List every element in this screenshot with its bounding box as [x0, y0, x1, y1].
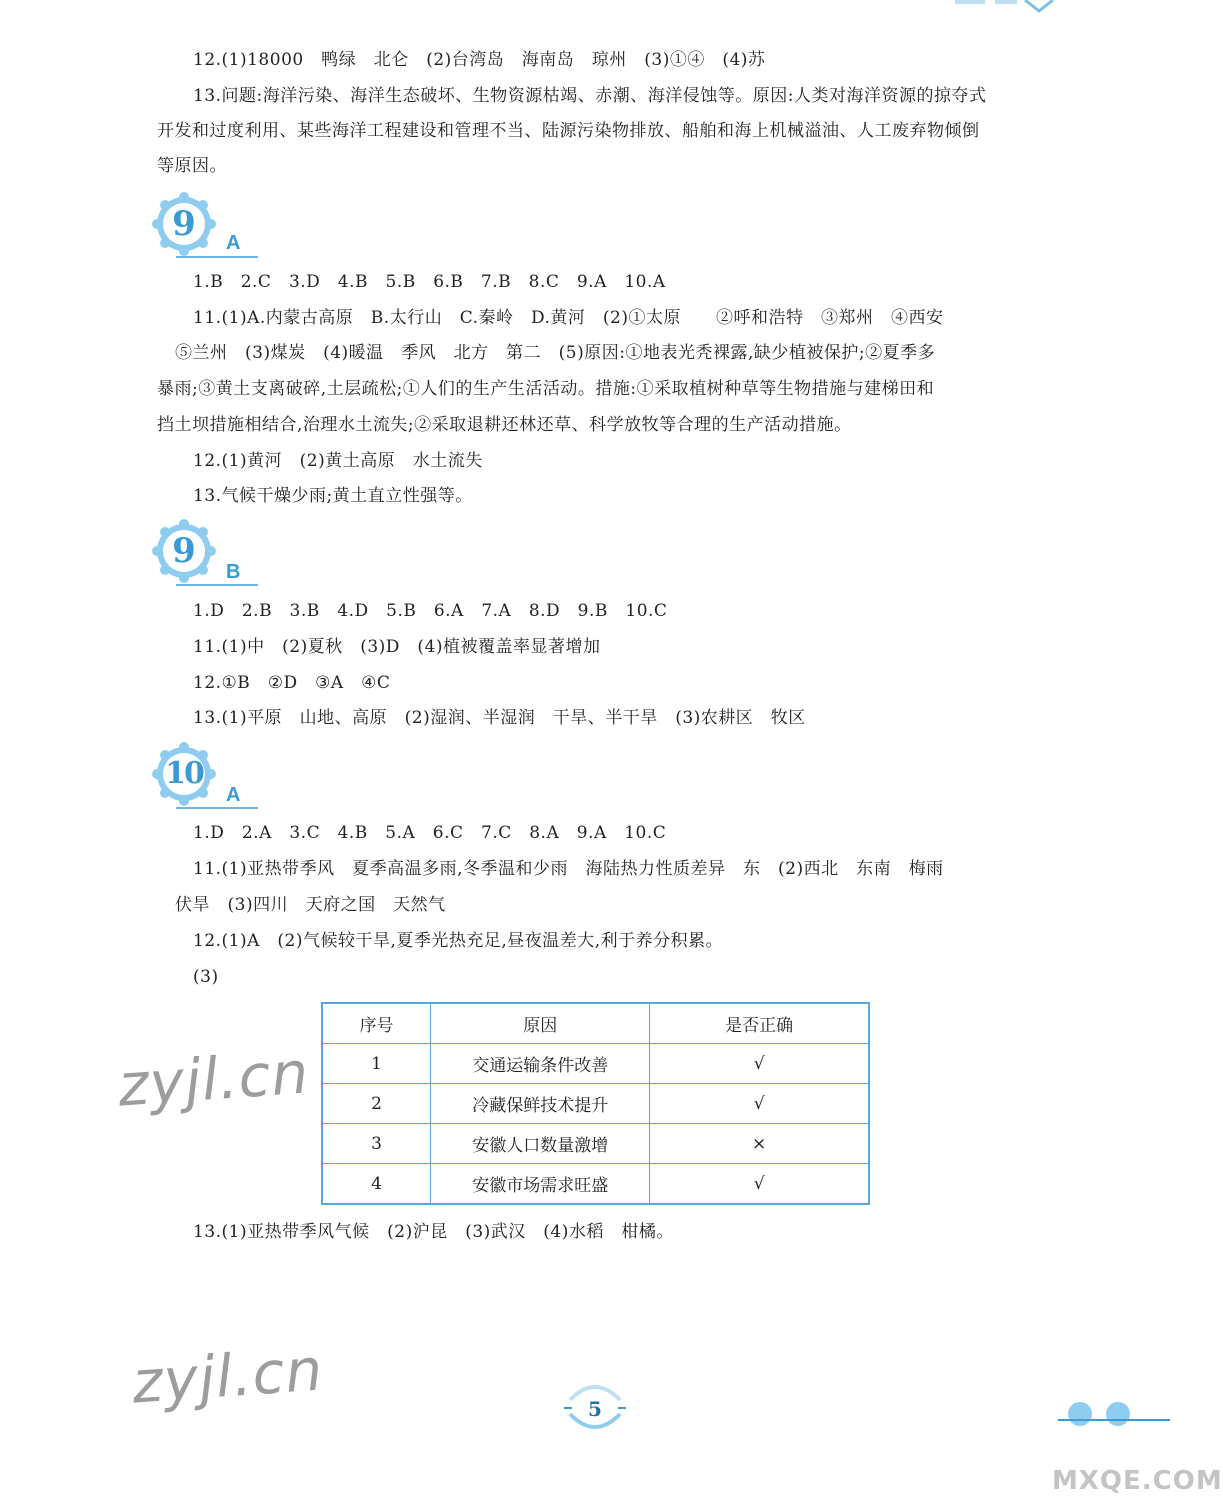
- table-cell: √: [650, 1164, 869, 1205]
- sec10a-line-1: 1.D 2.A 3.C 4.B 5.A 6.C 7.C 8.A 9.A 10.C: [193, 823, 667, 843]
- watermark: zyjl.cn: [115, 1038, 312, 1120]
- table-cell: 4: [322, 1164, 431, 1205]
- q12-answer: 12.(1)18000 鸭绿 北仑 (2)台湾岛 海南岛 琼州 (3)①④ (4)苏: [193, 50, 766, 70]
- section-badge-9b: [155, 522, 213, 580]
- sec9a-line-2: 11.(1)A.内蒙古高原 B.太行山 C.秦岭 D.黄河 (2)①太原 ②呼和浩特 ③郑州 ④西安: [193, 308, 944, 328]
- q13-line-3: 等原因。: [157, 156, 227, 176]
- table-cell: 安徽市场需求旺盛: [431, 1164, 650, 1205]
- section-number: 9: [172, 531, 196, 571]
- table-header-cell: 是否正确: [650, 1003, 869, 1044]
- sec10a-line-5: (3): [193, 967, 219, 987]
- section-rule: [176, 256, 258, 258]
- section-letter: A: [226, 232, 241, 254]
- table-header-cell: 原因: [431, 1003, 650, 1044]
- sec10a-line-2: 11.(1)亚热带季风 夏季高温多雨,冬季温和少雨 海陆热力性质差异 东 (2)西北 东南 梅雨: [193, 859, 944, 879]
- q13-line-1: 13.问题:海洋污染、海洋生态破坏、生物资源枯竭、赤潮、海洋侵蚀等。原因:人类对海洋资源的掠夺式: [193, 86, 987, 106]
- sec9a-line-4: 暴雨;③黄土支离破碎,土层疏松;①人们的生产生活活动。措施:①采取植树种草等生物措施与建梯田和: [157, 379, 935, 399]
- sec9b-line-2: 11.(1)中 (2)夏秋 (3)D (4)植被覆盖率显著增加: [193, 637, 601, 657]
- table-row: [322, 1084, 869, 1124]
- section-rule: [176, 807, 258, 809]
- sec10a-line-4: 12.(1)A (2)气候较干旱,夏季光热充足,昼夜温差大,利于养分积累。: [193, 931, 724, 951]
- table-cell: 安徽人口数量激增: [431, 1124, 650, 1164]
- table-cell: 交通运输条件改善: [431, 1044, 650, 1084]
- q13-line-2: 开发和过度利用、某些海洋工程建设和管理不当、陆源污染物排放、船舶和海上机械溢油、人工废弃物倾倒: [157, 121, 980, 141]
- section-rule: [176, 584, 258, 586]
- sec9b-line-4: 13.(1)平原 山地、高原 (2)湿润、半湿润 干旱、半干旱 (3)农耕区 牧区: [193, 708, 806, 728]
- table-cell: √: [650, 1084, 869, 1124]
- sec10a-line-3: 伏旱 (3)四川 天府之国 天然气: [175, 895, 446, 915]
- table-cell: 2: [322, 1084, 431, 1124]
- table-header-row: [322, 1003, 869, 1044]
- table-cell: √: [650, 1044, 869, 1084]
- page-number: [564, 1380, 626, 1434]
- table-row: [322, 1124, 869, 1164]
- section-badge-9a: [155, 195, 213, 253]
- table-row: [322, 1044, 869, 1084]
- sec9b-line-3: 12.①B ②D ③A ④C: [193, 673, 391, 693]
- section-letter: B: [226, 561, 241, 583]
- table-cell: 3: [322, 1124, 431, 1164]
- corner-decoration: [955, 0, 1075, 14]
- corner-dots-decoration: [1058, 1394, 1170, 1434]
- sec9a-line-5: 挡土坝措施相结合,治理水土流失;②采取退耕还林还草、科学放牧等合理的生产活动措施。: [157, 415, 852, 435]
- table-row: [322, 1164, 869, 1205]
- table-cell: 冷藏保鲜技术提升: [431, 1084, 650, 1124]
- sec9a-line-3: ⑤兰州 (3)煤炭 (4)暖温 季风 北方 第二 (5)原因:①地表光秃裸露,缺少植被保护;②夏季多: [175, 343, 936, 363]
- section-number: 10: [165, 756, 203, 791]
- table-cell: 1: [322, 1044, 431, 1084]
- sec9a-line-6: 12.(1)黄河 (2)黄土高原 水土流失: [193, 451, 483, 471]
- page-number-text: 5: [588, 1397, 602, 1421]
- section-badge-10a: [155, 745, 213, 803]
- section-number: 9: [172, 204, 196, 244]
- table-header-cell: 序号: [322, 1003, 431, 1044]
- corner-watermark: MXQE.COM: [1052, 1466, 1223, 1496]
- section-letter: A: [226, 784, 241, 806]
- sec9b-line-1: 1.D 2.B 3.B 4.D 5.B 6.A 7.A 8.D 9.B 10.C: [193, 601, 668, 621]
- watermark: zyjl.cn: [129, 1335, 326, 1417]
- table-cell: ×: [650, 1124, 869, 1164]
- sec10a-line-6: 13.(1)亚热带季风气候 (2)沪昆 (3)武汉 (4)水稻 柑橘。: [193, 1222, 674, 1242]
- sec9a-line-7: 13.气候干燥少雨;黄土直立性强等。: [193, 486, 473, 506]
- answer-table: [321, 1002, 870, 1205]
- sec9a-line-1: 1.B 2.C 3.D 4.B 5.B 6.B 7.B 8.C 9.A 10.A: [193, 272, 666, 292]
